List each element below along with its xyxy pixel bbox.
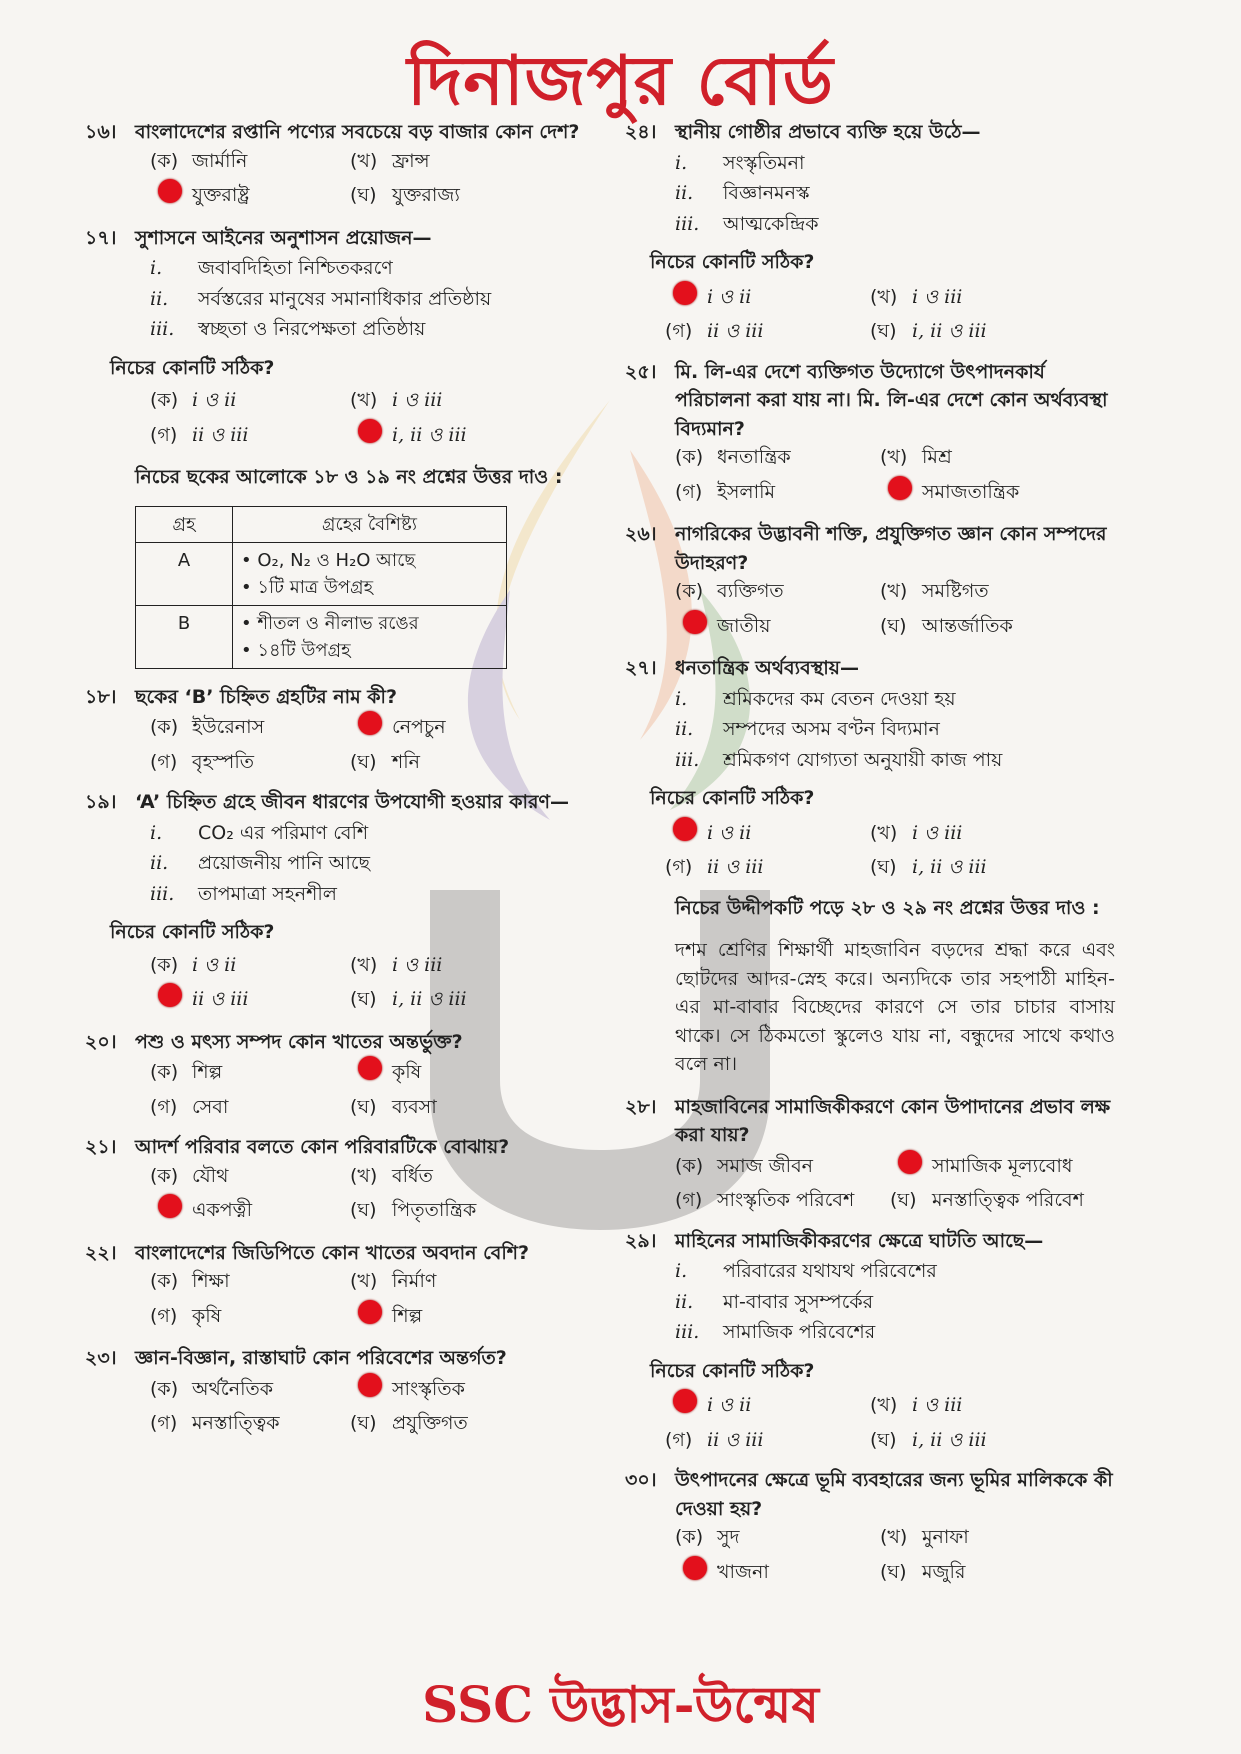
- answer-mark-icon: [898, 1150, 922, 1174]
- option-gha[interactable]: (ঘ) আন্তর্জাতিক: [880, 614, 1013, 637]
- right-column: [625, 118, 1115, 1600]
- question-26: ২৬। নাগরিকের উদ্ভাবনী শক্তি, প্রযুক্তিগত জ্ঞান কোন সম্পদের উদাহরণ? (ক) ব্যক্তিগত (খ) সমষ্টিগত জাতীয় (ঘ) আন্তর্জাতিক: [625, 520, 1115, 642]
- option-gha[interactable]: (ঘ) মজুরি: [880, 1560, 966, 1583]
- answer-mark-icon: [158, 983, 182, 1007]
- statement: ii. বিজ্ঞানমনস্ক: [675, 182, 810, 204]
- option-kha[interactable]: (খ) সমষ্টিগত: [880, 580, 989, 602]
- option-ga[interactable]: খাজনা: [675, 1556, 880, 1589]
- option-ka[interactable]: (ক) জার্মানি: [150, 149, 248, 172]
- option-ga[interactable]: (গ) কৃষি: [150, 1304, 222, 1327]
- stimulus-instruction: নিচের উদ্দীপকটি পড়ে ২৮ ও ২৯ নং প্রশ্নের উত্তর দাও :: [675, 896, 1100, 919]
- option-kha[interactable]: (খ) i ও iii: [870, 1394, 963, 1416]
- question-16: [85, 118, 585, 212]
- statement: i. জবাবদিহিতা নিশ্চিতকরণে: [150, 257, 393, 279]
- option-kha[interactable]: (খ) ফ্রান্স: [350, 149, 430, 172]
- option-ka[interactable]: i ও ii: [665, 817, 870, 850]
- option-ga[interactable]: (গ) মনস্তাত্ত্বিক: [150, 1412, 280, 1434]
- question-25: ২৫। মি. লি-এর দেশে ব্যক্তিগত উদ্যোগে উৎপাদনকার্য পরিচালনা করা যায় না। মি. লি-এর দেশে কোন অর্থব্যবস্থা বিদ্যমান? (ক) ধনতান্ত্রিক (খ) মিশ্র (গ) ইসলামি সমাজতান্ত্রিক: [625, 358, 1115, 509]
- question-30: ৩০। উৎপাদনের ক্ষেত্রে ভূমি ব্যবহারের জন্য ভূমির মালিককে কী দেওয়া হয়? (ক) সুদ (খ) মুনাফা খাজনা (ঘ) মজুরি: [625, 1466, 1115, 1588]
- option-ka[interactable]: (ক) যৌথ: [150, 1164, 229, 1187]
- option-ka[interactable]: (ক) ধনতান্ত্রিক: [675, 446, 791, 468]
- option-ka[interactable]: i ও ii: [665, 281, 870, 314]
- answer-mark-icon: [683, 610, 707, 634]
- option-kha[interactable]: (খ) মুনাফা: [880, 1526, 969, 1548]
- option-gha[interactable]: (ঘ) i, ii ও iii: [870, 320, 987, 342]
- stimulus-instruction: নিচের ছকের আলোকে ১৮ ও ১৯ নং প্রশ্নের উত্তর দাও :: [135, 466, 563, 488]
- option-gha[interactable]: (ঘ) মনস্তাত্ত্বিক পরিবেশ: [890, 1189, 1084, 1211]
- stimulus-passage: দশম শ্রেণির শিক্ষার্থী মাহজাবিন বড়দের শ্রদ্ধা করে এবং ছোটদের আদর-স্নেহ করে। অন্যদিকে তার সহপাঠী মাহিন-এর মা-বাবার বিচ্ছেদের কারণে সে তার চাচার বাসায় থাকে। সে ঠিকমতো স্কুলেও যায় না, বন্ধুদের সাথে কথাও বলে না।: [675, 939, 1115, 1075]
- statement: iii. তাপমাত্রা সহনশীল: [150, 882, 337, 905]
- option-gha[interactable]: শিল্প: [350, 1300, 550, 1333]
- answer-mark-icon: [673, 1389, 697, 1413]
- option-ga[interactable]: ii ও iii: [150, 983, 350, 1016]
- option-ka[interactable]: i ও ii: [665, 1389, 870, 1422]
- option-ga[interactable]: (গ) সেবা: [150, 1095, 229, 1118]
- statement: ii. প্রয়োজনীয় পানি আছে: [150, 852, 371, 874]
- option-kha[interactable]: (খ) i ও iii: [350, 389, 443, 411]
- option-ga[interactable]: জাতীয়: [675, 610, 880, 643]
- answer-mark-icon: [673, 281, 697, 305]
- board-title: দিনাজপুর বোর্ড: [407, 42, 834, 121]
- statement: iii. সামাজিক পরিবেশের: [675, 1321, 876, 1343]
- answer-mark-icon: [683, 1556, 707, 1580]
- option-kha[interactable]: (খ) i ও iii: [870, 821, 963, 844]
- statement: ii. মা-বাবার সুসম্পর্কের: [675, 1290, 874, 1313]
- option-kha[interactable]: (খ) মিশ্র: [880, 446, 952, 468]
- option-gha[interactable]: (ঘ) যুক্তরাজ্য: [350, 184, 460, 206]
- question-18: ১৮। ছকের ‘B’ চিহ্নিত গ্রহটির নাম কী? (ক) ইউরেনাস নেপচুন (গ) বৃহস্পতি (ঘ) শনি: [85, 683, 585, 777]
- option-gha[interactable]: (ঘ) i, ii ও iii: [870, 1428, 987, 1451]
- question-prompt: নিচের কোনটি সঠিক?: [110, 356, 275, 379]
- option-gha[interactable]: (ঘ) ব্যবসা: [350, 1095, 437, 1118]
- option-ka[interactable]: (ক) অর্থনৈতিক: [150, 1377, 274, 1400]
- question-number: ১৬।: [85, 121, 117, 143]
- option-ga[interactable]: (গ) ii ও iii: [665, 856, 764, 878]
- option-kha[interactable]: (খ) নির্মাণ: [350, 1270, 437, 1292]
- option-ga[interactable]: (গ) সাংস্কৃতিক পরিবেশ: [675, 1189, 855, 1211]
- statement: iii. আত্মকেন্দ্রিক: [675, 212, 819, 235]
- option-gha[interactable]: (ঘ) প্রযুক্তিগত: [350, 1412, 468, 1434]
- option-ga[interactable]: (গ) ইসলামি: [675, 480, 776, 503]
- option-gha[interactable]: (ঘ) i, ii ও iii: [870, 856, 987, 878]
- statement: iii. শ্রমিকগণ যোগ্যতা অনুযায়ী কাজ পায়: [675, 748, 1003, 771]
- answer-mark-icon: [358, 1373, 382, 1397]
- table-header: গ্রহের বৈশিষ্ট্য: [233, 506, 507, 542]
- statement: i. শ্রমিকদের কম বেতন দেওয়া হয়: [675, 687, 956, 710]
- table-row: A • O₂, N₂ ও H₂O আছে • ১টি মাত্র উপগ্রহ: [136, 542, 507, 605]
- option-ka[interactable]: (ক) i ও ii: [150, 389, 237, 411]
- answer-mark-icon: [358, 419, 382, 443]
- option-ka[interactable]: (ক) i ও ii: [150, 953, 237, 976]
- question-23: ২৩। জ্ঞান-বিজ্ঞান, রাস্তাঘাট কোন পরিবেশের অন্তর্গত? (ক) অর্থনৈতিক সাংস্কৃতিক (গ) মনস্তাত্ত্বিক (ঘ) প্রযুক্তিগত: [85, 1344, 585, 1438]
- planet-table: [135, 506, 507, 669]
- question-17: [85, 224, 585, 452]
- option-ka[interactable]: (ক) শিক্ষা: [150, 1270, 230, 1292]
- answer-mark-icon: [673, 817, 697, 841]
- question-20: ২০। পশু ও মৎস্য সম্পদ কোন খাতের অন্তর্ভুক্ত? (ক) শিল্প কৃষি (গ) সেবা (ঘ) ব্যবসা: [85, 1028, 585, 1122]
- answer-mark-icon: [358, 711, 382, 735]
- option-gha[interactable]: (ঘ) পিতৃতান্ত্রিক: [350, 1199, 477, 1221]
- table-row: B • শীতল ও নীলাভ রঙের • ১৪টি উপগ্রহ: [136, 605, 507, 668]
- statement: ii. সম্পদের অসম বণ্টন বিদ্যমান: [675, 718, 940, 740]
- left-column: [85, 118, 585, 1450]
- question-19: ১৯। ‘A’ চিহ্নিত গ্রহে জীবন ধারণের উপযোগী হওয়ার কারণ— i. CO₂ এর পরিমাণ বেশি ii. প্রয়োজনীয় পানি আছে iii. তাপমাত্রা সহনশীল নিচের কোনটি সঠিক? (ক) i ও ii (খ) i ও iii ii ও iii (ঘ) i, ii ও iii: [85, 788, 585, 1016]
- question-text: বাংলাদেশের রপ্তানি পণ্যের সবচেয়ে বড় বাজার কোন দেশ?: [135, 121, 580, 143]
- answer-mark-icon: [158, 179, 182, 203]
- option-ka[interactable]: (ক) সমাজ জীবন: [675, 1154, 813, 1177]
- question-24: ২৪। স্থানীয় গোষ্ঠীর প্রভাবে ব্যক্তি হয়ে উঠে— i. সংস্কৃতিমনা ii. বিজ্ঞানমনস্ক iii. আত্মকেন্দ্রিক নিচের কোনটি সঠিক? i ও ii (খ) i ও iii (গ) ii ও iii (ঘ) i, ii ও iii: [625, 118, 1115, 346]
- option-gha[interactable]: i, ii ও iii: [350, 419, 550, 452]
- option-ga[interactable]: (গ) ii ও iii: [665, 320, 764, 342]
- option-ka[interactable]: (ক) শিল্প: [150, 1061, 223, 1083]
- option-gha[interactable]: সমাজতান্ত্রিক: [880, 476, 1100, 509]
- statement: i. সংস্কৃতিমনা: [675, 151, 805, 174]
- option-ka[interactable]: (ক) ইউরেনাস: [150, 716, 265, 738]
- option-kha[interactable]: কৃষি: [350, 1056, 550, 1089]
- statement: i. পরিবারের যথাযথ পরিবেশের: [675, 1260, 937, 1282]
- answer-mark-icon: [358, 1300, 382, 1324]
- option-kha[interactable]: নেপচুন: [350, 711, 550, 744]
- statement: iii. স্বচ্ছতা ও নিরপেক্ষতা প্রতিষ্ঠায়: [150, 318, 426, 340]
- answer-mark-icon: [358, 1056, 382, 1080]
- option-gha[interactable]: (ঘ) শনি: [350, 750, 421, 773]
- question-number: ১৭।: [85, 226, 117, 249]
- statement: ii. সর্বস্তরের মানুষের সমানাধিকার প্রতিষ্ঠায়: [150, 287, 492, 310]
- option-gha[interactable]: (ঘ) i, ii ও iii: [350, 988, 467, 1010]
- publication-footer: SSC উদ্ভাস-উন্মেষ: [422, 1675, 819, 1734]
- question-29: ২৯। মাহিনের সামাজিকীকরণের ক্ষেত্রে ঘাটতি আছে— i. পরিবারের যথাযথ পরিবেশের ii. মা-বাবার সুসম্পর্কের iii. সামাজিক পরিবেশের নিচের কোনটি সঠিক? i ও ii (খ) i ও iii (গ) ii ও iii (ঘ) i, ii ও iii: [625, 1227, 1115, 1455]
- option-ga[interactable]: (গ) বৃহস্পতি: [150, 750, 255, 773]
- question-28: ২৮। মাহজাবিনের সামাজিকীকরণে কোন উপাদানের প্রভাব লক্ষ করা যায়? (ক) সমাজ জীবন সামাজিক মূল্যবোধ (গ) সাংস্কৃতিক পরিবেশ (ঘ) মনস্তাত্ত্বিক পরিবেশ: [625, 1093, 1115, 1215]
- option-ka[interactable]: (ক) ব্যক্তিগত: [675, 580, 784, 602]
- option-ga[interactable]: (গ) ii ও iii: [150, 423, 249, 446]
- option-ga[interactable]: (গ) ii ও iii: [665, 1428, 764, 1451]
- question-27: ২৭। ধনতান্ত্রিক অর্থব্যবস্থায়— i. শ্রমিকদের কম বেতন দেওয়া হয় ii. সম্পদের অসম বণ্টন বিদ্যমান iii. শ্রমিকগণ যোগ্যতা অনুযায়ী কাজ পায় নিচের কোনটি সঠিক? i ও ii (খ) i ও iii (গ) ii ও iii (ঘ) i, ii ও iii: [625, 654, 1115, 882]
- table-header: গ্রহ: [136, 506, 233, 542]
- answer-mark-icon: [888, 476, 912, 500]
- option-kha[interactable]: (খ) বর্ধিত: [350, 1164, 433, 1187]
- option-kha[interactable]: সামাজিক মূল্যবোধ: [890, 1150, 1115, 1183]
- question-22: ২২। বাংলাদেশের জিডিপিতে কোন খাতের অবদান বেশি? (ক) শিক্ষা (খ) নির্মাণ (গ) কৃষি শিল্প: [85, 1239, 585, 1333]
- question-text: সুশাসনে আইনের অনুশাসন প্রয়োজন—: [135, 226, 432, 249]
- option-kha[interactable]: সাংস্কৃতিক: [350, 1373, 550, 1406]
- option-ga[interactable]: যুক্তরাষ্ট্র: [150, 179, 350, 212]
- option-ga[interactable]: একপত্নী: [150, 1194, 350, 1227]
- question-21: ২১। আদর্শ পরিবার বলতে কোন পরিবারটিকে বোঝায়? (ক) যৌথ (খ) বর্ধিত একপত্নী (ঘ) পিতৃতান্ত্রিক: [85, 1133, 585, 1227]
- option-ka[interactable]: (ক) সুদ: [675, 1526, 740, 1548]
- option-kha[interactable]: (খ) i ও iii: [350, 953, 443, 976]
- option-kha[interactable]: (খ) i ও iii: [870, 285, 963, 308]
- answer-mark-icon: [158, 1194, 182, 1218]
- statement: i. CO₂ এর পরিমাণ বেশি: [150, 821, 369, 844]
